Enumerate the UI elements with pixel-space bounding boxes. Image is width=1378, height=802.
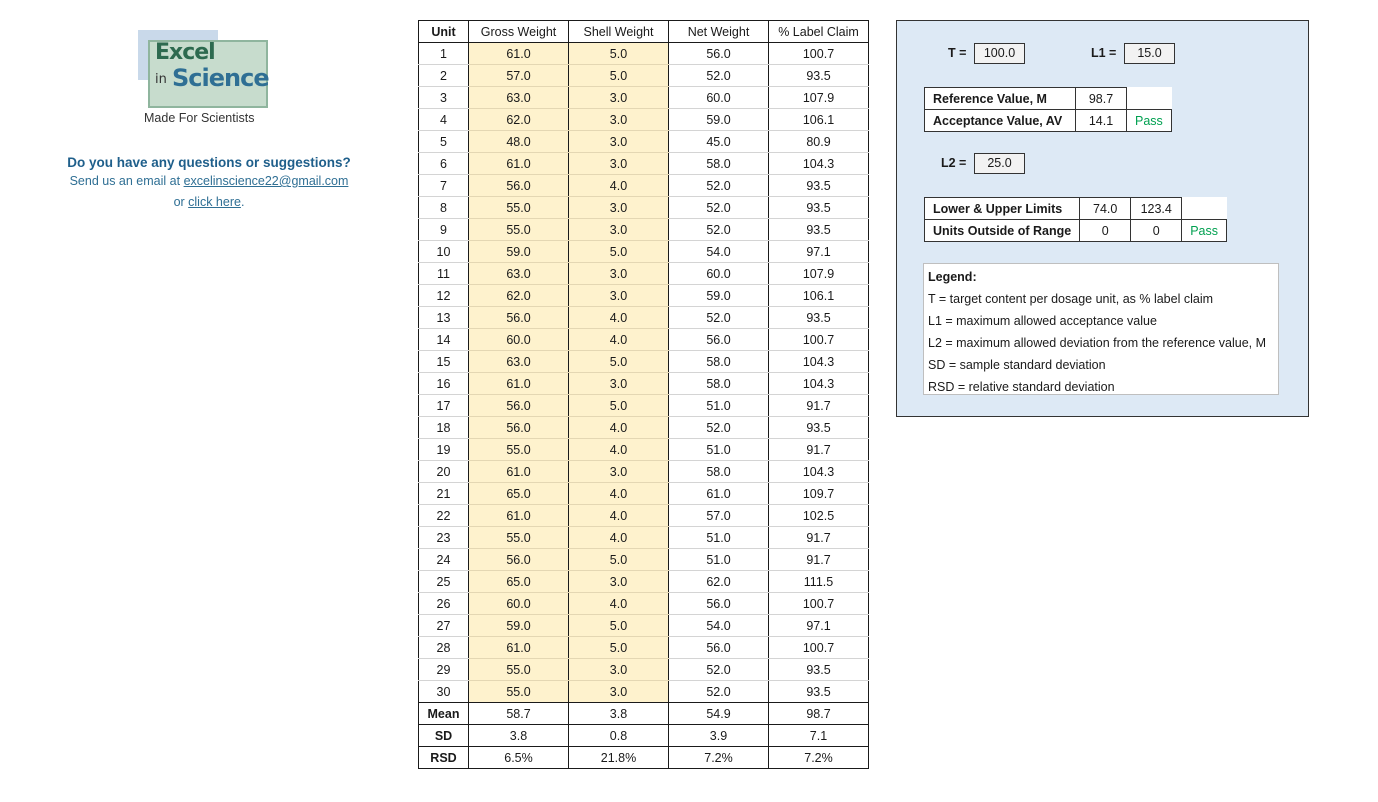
cell-net-weight: 45.0 (669, 131, 769, 153)
table-row (419, 505, 869, 527)
cell-label-claim: 91.7 (769, 395, 869, 417)
table-row (419, 637, 869, 659)
cell-shell-weight[interactable]: 4.0 (569, 439, 669, 461)
outside-range-row (925, 220, 1227, 242)
table-row (419, 263, 869, 285)
legend-item-l2: L2 = maximum allowed deviation from the reference value, M (928, 336, 1267, 350)
cell-unit: 16 (419, 373, 469, 395)
cell-unit: 21 (419, 483, 469, 505)
cell-shell-weight[interactable]: 3.0 (569, 659, 669, 681)
cell-unit: 24 (419, 549, 469, 571)
cell-gross-weight[interactable]: 56.0 (469, 395, 569, 417)
cell-gross-weight[interactable]: 61.0 (469, 373, 569, 395)
cell-unit: 5 (419, 131, 469, 153)
table-row (419, 109, 869, 131)
cell-net-weight: 56.0 (669, 637, 769, 659)
legend-item-l1: L1 = maximum allowed acceptance value (928, 314, 1157, 328)
cell-unit: 23 (419, 527, 469, 549)
cell-label-claim: 80.9 (769, 131, 869, 153)
cell-gross-weight[interactable]: 55.0 (469, 681, 569, 703)
cell-label-claim: 93.5 (769, 219, 869, 241)
cell-gross-weight[interactable]: 59.0 (469, 615, 569, 637)
cell-label-claim: 100.7 (769, 329, 869, 351)
table-row (419, 307, 869, 329)
outside-range-label: Units Outside of Range (925, 220, 1080, 242)
l1-label: L1 = (1091, 46, 1117, 60)
cell-unit: 20 (419, 461, 469, 483)
cell-net-weight: 57.0 (669, 505, 769, 527)
cell-label-claim: 93.5 (769, 307, 869, 329)
cell-shell-weight[interactable]: 3.0 (569, 153, 669, 175)
cell-gross-weight[interactable]: 55.0 (469, 659, 569, 681)
cell-shell-weight[interactable]: 3.0 (569, 285, 669, 307)
table-row (419, 549, 869, 571)
contact-question: Do you have any questions or suggestions? (67, 155, 351, 170)
cell-net-weight: 62.0 (669, 571, 769, 593)
table-row (419, 659, 869, 681)
legend-box (923, 263, 1279, 395)
cell-shell-weight[interactable]: 5.0 (569, 637, 669, 659)
cell-net-weight: 58.0 (669, 351, 769, 373)
cell-shell-weight[interactable]: 3.0 (569, 461, 669, 483)
table-body (419, 43, 869, 703)
cell-label-claim: 106.1 (769, 285, 869, 307)
cell-gross-weight[interactable]: 63.0 (469, 263, 569, 285)
cell-shell-weight[interactable]: 3.0 (569, 219, 669, 241)
table-row (419, 483, 869, 505)
cell-net-weight: 52.0 (669, 659, 769, 681)
l1-value-cell[interactable]: 15.0 (1124, 43, 1175, 64)
cell-shell-weight[interactable]: 4.0 (569, 417, 669, 439)
table-row (419, 87, 869, 109)
cell-label-claim: 91.7 (769, 439, 869, 461)
cell-net-weight: 52.0 (669, 197, 769, 219)
acceptance-value: 14.1 (1076, 110, 1127, 132)
cell-label-claim: 104.3 (769, 461, 869, 483)
cell-shell-weight[interactable]: 5.0 (569, 615, 669, 637)
table-row (419, 219, 869, 241)
cell-unit: 1 (419, 43, 469, 65)
stat-label-claim: 98.7 (769, 703, 869, 725)
table-row (419, 241, 869, 263)
cell-net-weight: 51.0 (669, 527, 769, 549)
cell-shell-weight[interactable]: 3.0 (569, 131, 669, 153)
cell-gross-weight[interactable]: 61.0 (469, 43, 569, 65)
cell-label-claim: 107.9 (769, 87, 869, 109)
cell-gross-weight[interactable]: 61.0 (469, 153, 569, 175)
cell-label-claim: 93.5 (769, 65, 869, 87)
header-shell-weight: Shell Weight (569, 21, 669, 43)
l2-label: L2 = (941, 156, 967, 170)
upper-limit-value: 123.4 (1131, 198, 1182, 220)
logo-word-science: Science (172, 64, 269, 92)
cell-net-weight: 51.0 (669, 549, 769, 571)
cell-shell-weight[interactable]: 3.0 (569, 373, 669, 395)
table-row (419, 681, 869, 703)
stat-gross-weight: 6.5% (469, 747, 569, 769)
contact-click-line (0, 195, 418, 209)
table-row (419, 593, 869, 615)
acceptance-row (925, 110, 1172, 132)
cell-gross-weight[interactable]: 56.0 (469, 175, 569, 197)
reference-value: 98.7 (1076, 88, 1127, 110)
cell-shell-weight[interactable]: 3.0 (569, 263, 669, 285)
reference-table (924, 87, 1172, 132)
cell-label-claim: 93.5 (769, 681, 869, 703)
stat-label-claim: 7.2% (769, 747, 869, 769)
stat-shell-weight: 3.8 (569, 703, 669, 725)
cell-shell-weight[interactable]: 3.0 (569, 681, 669, 703)
excel-in-science-logo (130, 28, 280, 128)
cell-unit: 2 (419, 65, 469, 87)
cell-gross-weight[interactable]: 55.0 (469, 219, 569, 241)
cell-gross-weight[interactable]: 56.0 (469, 307, 569, 329)
cell-label-claim: 93.5 (769, 175, 869, 197)
cell-net-weight: 52.0 (669, 681, 769, 703)
cell-net-weight: 52.0 (669, 307, 769, 329)
table-row (419, 43, 869, 65)
cell-gross-weight[interactable]: 60.0 (469, 593, 569, 615)
cell-unit: 19 (419, 439, 469, 461)
legend-item-rsd: RSD = relative standard deviation (928, 380, 1115, 394)
cell-gross-weight[interactable]: 61.0 (469, 637, 569, 659)
logo-tagline: Made For Scientists (144, 111, 255, 125)
weight-data-table (418, 20, 869, 769)
limits-table (924, 197, 1227, 242)
t-value-cell[interactable]: 100.0 (974, 43, 1025, 64)
contact-email-line (0, 174, 418, 188)
cell-net-weight: 56.0 (669, 43, 769, 65)
cell-unit: 11 (419, 263, 469, 285)
cell-label-claim: 100.7 (769, 593, 869, 615)
cell-shell-weight[interactable]: 3.0 (569, 571, 669, 593)
cell-unit: 14 (419, 329, 469, 351)
table-row (419, 439, 869, 461)
t-label: T = (948, 46, 967, 60)
cell-gross-weight[interactable]: 61.0 (469, 505, 569, 527)
cell-gross-weight[interactable]: 48.0 (469, 131, 569, 153)
cell-gross-weight[interactable]: 60.0 (469, 329, 569, 351)
table-header-row (419, 21, 869, 43)
stat-shell-weight: 21.8% (569, 747, 669, 769)
legend-item-t: T = target content per dosage unit, as % label claim (928, 292, 1214, 306)
cell-net-weight: 54.0 (669, 615, 769, 637)
logo-word-in: in (155, 72, 167, 87)
cell-net-weight: 58.0 (669, 153, 769, 175)
limits-label: Lower & Upper Limits (925, 198, 1080, 220)
contact-email-prefix: Send us an email at (69, 174, 184, 188)
cell-shell-weight[interactable]: 4.0 (569, 483, 669, 505)
cell-label-claim: 104.3 (769, 351, 869, 373)
cell-unit: 25 (419, 571, 469, 593)
table-row (419, 131, 869, 153)
logo-word-excel: Excel (155, 40, 215, 65)
table-stats (419, 703, 869, 769)
cell-shell-weight[interactable]: 4.0 (569, 307, 669, 329)
header-unit: Unit (419, 21, 469, 43)
contact-link-prefix: or (173, 195, 189, 209)
cell-unit: 27 (419, 615, 469, 637)
table-row (419, 65, 869, 87)
reference-row (925, 88, 1172, 110)
contact-block (0, 155, 418, 209)
cell-label-claim: 106.1 (769, 109, 869, 131)
legend-title: Legend: (928, 270, 977, 284)
cell-shell-weight[interactable]: 5.0 (569, 65, 669, 87)
stat-label: SD (419, 725, 469, 747)
table-row (419, 417, 869, 439)
cell-shell-weight[interactable]: 4.0 (569, 505, 669, 527)
cell-net-weight: 52.0 (669, 175, 769, 197)
cell-label-claim: 97.1 (769, 241, 869, 263)
cell-label-claim: 91.7 (769, 527, 869, 549)
cell-gross-weight[interactable]: 65.0 (469, 571, 569, 593)
cell-label-claim: 111.5 (769, 571, 869, 593)
table-row (419, 461, 869, 483)
stat-shell-weight: 0.8 (569, 725, 669, 747)
table-row (419, 373, 869, 395)
outside-high-count: 0 (1131, 220, 1182, 242)
stat-row-rsd (419, 747, 869, 769)
cell-shell-weight[interactable]: 4.0 (569, 527, 669, 549)
table-row (419, 571, 869, 593)
cell-shell-weight[interactable]: 3.0 (569, 109, 669, 131)
cell-unit: 29 (419, 659, 469, 681)
cell-shell-weight[interactable]: 4.0 (569, 329, 669, 351)
table-row (419, 197, 869, 219)
header-net-weight: Net Weight (669, 21, 769, 43)
cell-unit: 10 (419, 241, 469, 263)
outside-range-result-badge: Pass (1182, 220, 1227, 242)
cell-label-claim: 93.5 (769, 659, 869, 681)
cell-gross-weight[interactable]: 56.0 (469, 417, 569, 439)
cell-label-claim: 104.3 (769, 153, 869, 175)
cell-net-weight: 52.0 (669, 65, 769, 87)
cell-unit: 8 (419, 197, 469, 219)
stat-gross-weight: 3.8 (469, 725, 569, 747)
stat-gross-weight: 58.7 (469, 703, 569, 725)
cell-shell-weight[interactable]: 4.0 (569, 593, 669, 615)
cell-net-weight: 52.0 (669, 219, 769, 241)
cell-shell-weight[interactable]: 5.0 (569, 43, 669, 65)
cell-gross-weight[interactable]: 61.0 (469, 461, 569, 483)
cell-unit: 26 (419, 593, 469, 615)
cell-unit: 28 (419, 637, 469, 659)
header-gross-weight: Gross Weight (469, 21, 569, 43)
acceptance-label: Acceptance Value, AV (925, 110, 1076, 132)
stat-row-sd (419, 725, 869, 747)
cell-shell-weight[interactable]: 5.0 (569, 351, 669, 373)
cell-net-weight: 59.0 (669, 109, 769, 131)
contact-email-link[interactable]: excelinscience22@gmail.com (183, 174, 349, 188)
table-row (419, 175, 869, 197)
cell-unit: 9 (419, 219, 469, 241)
results-panel (896, 20, 1309, 417)
cell-label-claim: 102.5 (769, 505, 869, 527)
cell-gross-weight[interactable]: 55.0 (469, 197, 569, 219)
cell-label-claim: 91.7 (769, 549, 869, 571)
stat-label-claim: 7.1 (769, 725, 869, 747)
cell-unit: 15 (419, 351, 469, 373)
cell-net-weight: 52.0 (669, 417, 769, 439)
cell-unit: 18 (419, 417, 469, 439)
cell-net-weight: 51.0 (669, 395, 769, 417)
cell-label-claim: 100.7 (769, 43, 869, 65)
stat-label: RSD (419, 747, 469, 769)
cell-gross-weight[interactable]: 63.0 (469, 351, 569, 373)
cell-unit: 3 (419, 87, 469, 109)
cell-unit: 4 (419, 109, 469, 131)
cell-net-weight: 60.0 (669, 87, 769, 109)
cell-gross-weight[interactable]: 59.0 (469, 241, 569, 263)
cell-gross-weight[interactable]: 62.0 (469, 109, 569, 131)
cell-gross-weight[interactable]: 55.0 (469, 527, 569, 549)
table-row (419, 153, 869, 175)
table-row (419, 285, 869, 307)
cell-net-weight: 59.0 (669, 285, 769, 307)
cell-label-claim: 100.7 (769, 637, 869, 659)
cell-label-claim: 97.1 (769, 615, 869, 637)
cell-label-claim: 93.5 (769, 417, 869, 439)
cell-label-claim: 107.9 (769, 263, 869, 285)
cell-net-weight: 56.0 (669, 329, 769, 351)
cell-gross-weight[interactable]: 55.0 (469, 439, 569, 461)
cell-unit: 13 (419, 307, 469, 329)
cell-shell-weight[interactable]: 5.0 (569, 395, 669, 417)
cell-gross-weight[interactable]: 56.0 (469, 549, 569, 571)
cell-unit: 12 (419, 285, 469, 307)
cell-net-weight: 60.0 (669, 263, 769, 285)
l2-value-cell[interactable]: 25.0 (974, 153, 1025, 174)
stat-row-mean (419, 703, 869, 725)
table-row (419, 615, 869, 637)
legend-item-sd: SD = sample standard deviation (928, 358, 1106, 372)
stat-net-weight: 54.9 (669, 703, 769, 725)
limits-row (925, 198, 1227, 220)
cell-unit: 7 (419, 175, 469, 197)
stat-label: Mean (419, 703, 469, 725)
acceptance-result-badge: Pass (1127, 110, 1172, 132)
table-row (419, 527, 869, 549)
cell-gross-weight[interactable]: 65.0 (469, 483, 569, 505)
click-here-link[interactable]: click here (188, 195, 241, 209)
cell-net-weight: 56.0 (669, 593, 769, 615)
table-row (419, 329, 869, 351)
lower-limit-value: 74.0 (1080, 198, 1131, 220)
cell-net-weight: 51.0 (669, 439, 769, 461)
cell-net-weight: 54.0 (669, 241, 769, 263)
outside-low-count: 0 (1080, 220, 1131, 242)
cell-label-claim: 93.5 (769, 197, 869, 219)
cell-shell-weight[interactable]: 5.0 (569, 241, 669, 263)
cell-shell-weight[interactable]: 3.0 (569, 87, 669, 109)
cell-net-weight: 58.0 (669, 461, 769, 483)
cell-label-claim: 109.7 (769, 483, 869, 505)
cell-gross-weight[interactable]: 57.0 (469, 65, 569, 87)
cell-net-weight: 61.0 (669, 483, 769, 505)
cell-gross-weight[interactable]: 62.0 (469, 285, 569, 307)
cell-gross-weight[interactable]: 63.0 (469, 87, 569, 109)
cell-net-weight: 58.0 (669, 373, 769, 395)
cell-unit: 30 (419, 681, 469, 703)
cell-shell-weight[interactable]: 5.0 (569, 549, 669, 571)
cell-unit: 6 (419, 153, 469, 175)
cell-unit: 22 (419, 505, 469, 527)
stat-net-weight: 3.9 (669, 725, 769, 747)
contact-link-suffix: . (240, 195, 245, 209)
table-row (419, 351, 869, 373)
stat-net-weight: 7.2% (669, 747, 769, 769)
cell-shell-weight[interactable]: 3.0 (569, 197, 669, 219)
reference-label: Reference Value, M (925, 88, 1076, 110)
table-row (419, 395, 869, 417)
cell-shell-weight[interactable]: 4.0 (569, 175, 669, 197)
cell-unit: 17 (419, 395, 469, 417)
cell-label-claim: 104.3 (769, 373, 869, 395)
header-label-claim: % Label Claim (769, 21, 869, 43)
